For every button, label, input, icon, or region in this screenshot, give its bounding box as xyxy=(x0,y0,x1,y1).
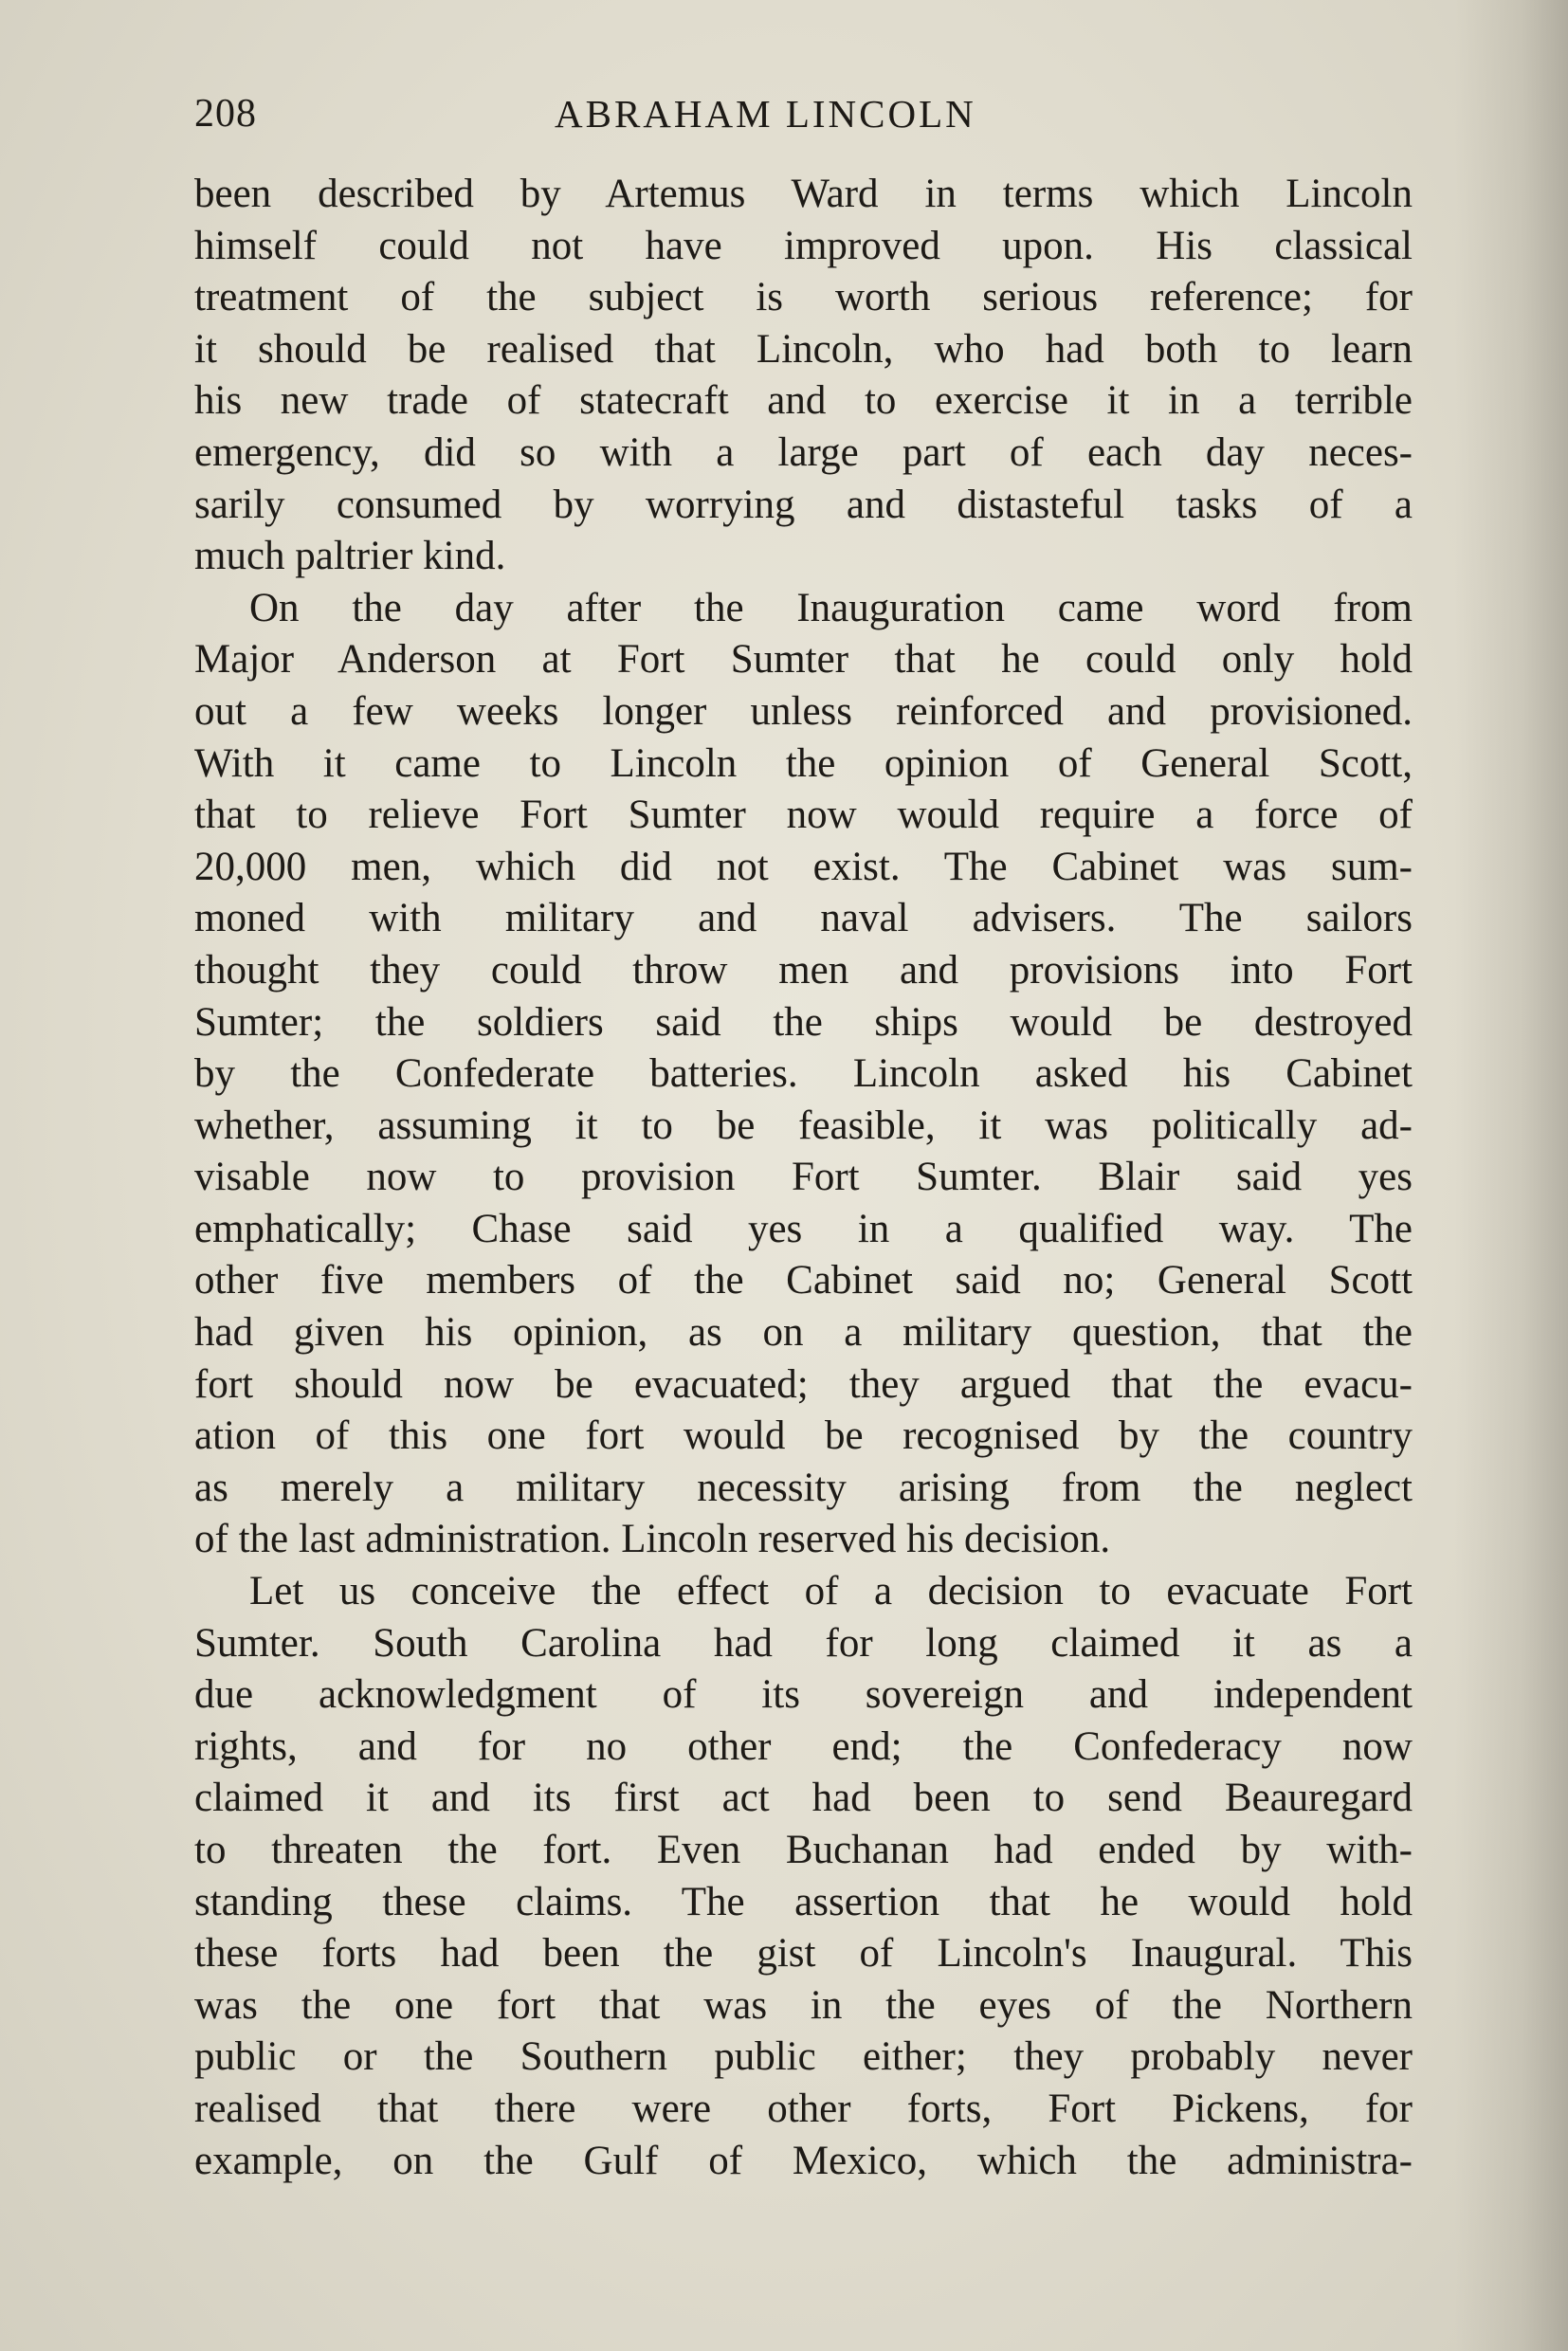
text-line: emphatically; Chase said yes in a qualified way. The xyxy=(194,1206,1413,1251)
text-line: had given his opinion, as on a military question, that the xyxy=(194,1310,1413,1356)
text-line: by the Confederate batteries. Lincoln asked his Cabinet xyxy=(194,1051,1413,1097)
text-line: public or the Southern public either; they probably never xyxy=(194,2034,1413,2080)
text-line: out a few weeks longer unless reinforced and provisioned. xyxy=(194,688,1413,734)
text-line: himself could not have improved upon. His classical xyxy=(194,223,1413,268)
body-text xyxy=(194,169,1413,2187)
text-line: realised that there were other forts, Fort Pickens, for xyxy=(194,2086,1413,2131)
text-line: other five members of the Cabinet said no; General Scott xyxy=(194,1258,1413,1303)
text-line: sarily consumed by worrying and distasteful tasks of a xyxy=(194,482,1413,527)
text-line: these forts had been the gist of Lincoln's Inaugural. This xyxy=(194,1931,1413,1977)
text-line: fort should now be evacuated; they argued that the evacu- xyxy=(194,1361,1413,1407)
text-line: been described by Artemus Ward in terms which Lincoln xyxy=(194,172,1413,216)
text-line: treatment of the subject is worth serious reference; for xyxy=(194,275,1413,320)
running-title: ABRAHAM LINCOLN xyxy=(555,92,976,136)
text-line: much paltrier kind. xyxy=(194,534,506,579)
text-line: it should be realised that Lincoln, who had both to learn xyxy=(194,326,1413,372)
text-line: thought they could throw men and provisions into Fort xyxy=(194,947,1413,993)
text-line: On the day after the Inauguration came word from xyxy=(249,585,1413,630)
text-line: 20,000 men, which did not exist. The Cabinet was sum- xyxy=(194,844,1413,889)
text-line: rights, and for no other end; the Confederacy now xyxy=(194,1723,1413,1769)
paragraph xyxy=(194,583,1413,1566)
text-line: example, on the Gulf of Mexico, which the administra- xyxy=(194,2138,1413,2183)
text-line: moned with military and naval advisers. The sailors xyxy=(194,896,1413,941)
text-line: Major Anderson at Fort Sumter that he could only hold xyxy=(194,637,1413,683)
text-line: was the one fort that was in the eyes of the Northern xyxy=(194,1982,1413,2028)
page-number: 208 xyxy=(194,92,257,136)
text-line: Sumter. South Carolina had for long claimed it as a xyxy=(194,1620,1413,1666)
text-line: standing these claims. The assertion that he would hold xyxy=(194,1879,1413,1924)
paragraph xyxy=(194,1566,1413,2187)
text-line: visable now to provision Fort Sumter. Blair said yes xyxy=(194,1155,1413,1200)
text-line: claimed it and its first act had been to send Beauregard xyxy=(194,1776,1413,1821)
text-line: ation of this one fort would be recognised by the country xyxy=(194,1413,1413,1459)
text-line: as merely a military necessity arising from the neglect xyxy=(194,1465,1413,1510)
text-line: his new trade of statecraft and to exercise it in a terrible xyxy=(194,378,1413,424)
text-line: With it came to Lincoln the opinion of General Scott, xyxy=(194,740,1413,786)
text-line: Let us conceive the effect of a decision to evacuate Fort xyxy=(249,1569,1413,1614)
text-line: emergency, did so with a large part of each day neces- xyxy=(194,429,1413,475)
paragraph xyxy=(194,169,1413,583)
text-line: to threaten the fort. Even Buchanan had ended by with- xyxy=(194,1828,1413,1872)
page-edge-shadow xyxy=(1454,0,1568,2351)
text-line: of the last administration. Lincoln reserved his decision. xyxy=(194,1517,1111,1562)
running-head xyxy=(194,85,1413,142)
text-line: due acknowledgment of its sovereign and independent xyxy=(194,1672,1413,1718)
text-line: whether, assuming it to be feasible, it was politically ad- xyxy=(194,1103,1413,1148)
text-line: that to relieve Fort Sumter now would require a force of xyxy=(194,793,1413,838)
text-line: Sumter; the soldiers said the ships would be destroyed xyxy=(194,999,1413,1045)
